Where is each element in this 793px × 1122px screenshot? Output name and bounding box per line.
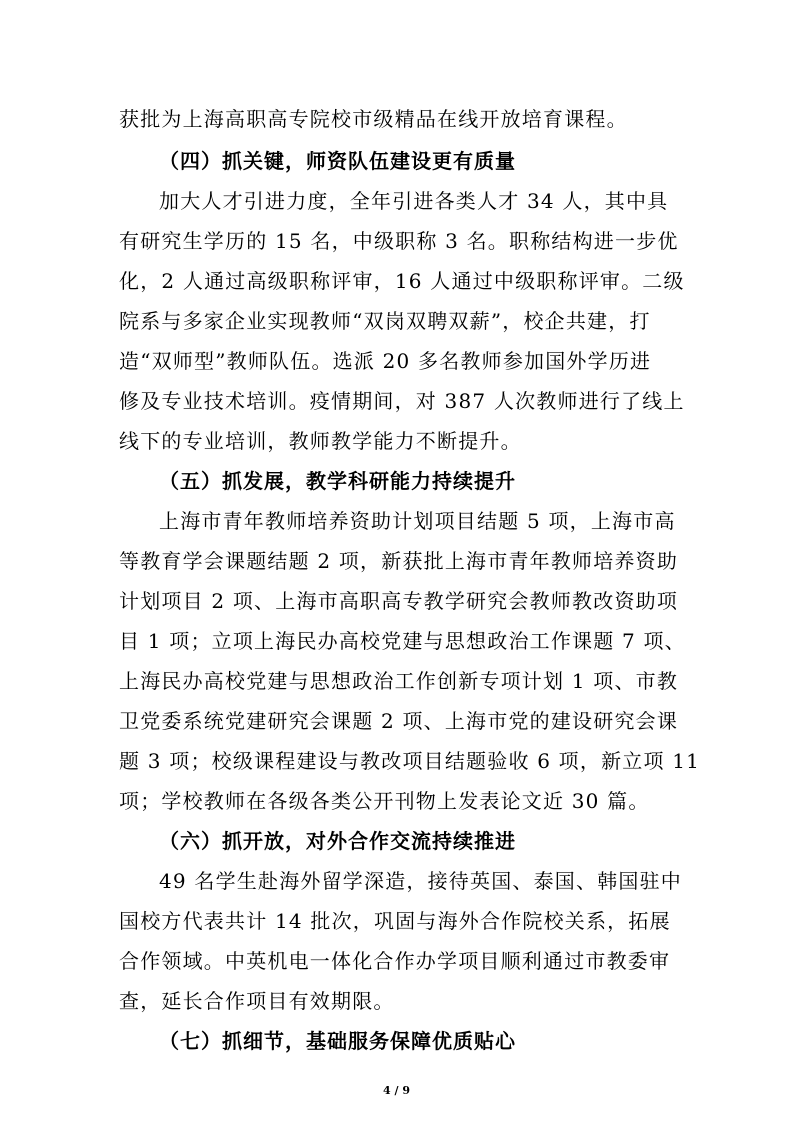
paragraph-line: 国校方代表共计 14 批次，巩固与海外合作院校关系，拓展 bbox=[119, 909, 671, 933]
section-heading-4: （四）抓关键，师资队伍建设更有质量 bbox=[159, 149, 516, 173]
paragraph-line: 修及专业技术培训。疫情期间，对 387 人次教师进行了线上 bbox=[119, 389, 685, 413]
paragraph-line: 上海民办高校党建与思想政治工作创新专项计划 1 项、市教 bbox=[119, 669, 679, 693]
paragraph-line: 化，2 人通过高级职称评审，16 人通过中级职称评审。二级 bbox=[119, 269, 685, 293]
paragraph-line: 合作领域。中英机电一体化合作办学项目顺利通过市教委审 bbox=[119, 949, 671, 973]
paragraph-line: 目 1 项；立项上海民办高校党建与思想政治工作课题 7 项、 bbox=[119, 629, 686, 653]
paragraph-line: 计划项目 2 项、上海市高职高专教学研究会教师教改资助项 bbox=[119, 589, 679, 613]
paragraph-line: 上海市青年教师培养资助计划项目结题 5 项，上海市高 bbox=[159, 509, 676, 533]
paragraph-line: 有研究生学历的 15 名，中级职称 3 名。职称结构进一步优 bbox=[119, 229, 679, 253]
section-heading-5: （五）抓发展，教学科研能力持续提升 bbox=[159, 469, 516, 493]
paragraph-line: 院系与多家企业实现教师“双岗双聘双薪”，校企共建，打 bbox=[119, 309, 651, 333]
paragraph-line: 查，延长合作项目有效期限。 bbox=[119, 989, 395, 1013]
paragraph-line: 线下的专业培训，教师教学能力不断提升。 bbox=[119, 429, 522, 453]
section-heading-6: （六）抓开放，对外合作交流持续推进 bbox=[159, 829, 516, 853]
page-number: 4 / 9 bbox=[383, 1084, 410, 1097]
paragraph-line: 造“双师型”教师队伍。选派 20 多名教师参加国外学历进 bbox=[119, 349, 652, 373]
paragraph-line: 题 3 项；校级课程建设与教改项目结题验收 6 项，新立项 11 bbox=[119, 749, 701, 773]
section-heading-7: （七）抓细节，基础服务保障优质贴心 bbox=[159, 1029, 516, 1053]
paragraph-line: 获批为上海高职高专院校市级精品在线开放培育课程。 bbox=[119, 107, 628, 131]
paragraph-line: 加大人才引进力度，全年引进各类人才 34 人，其中具 bbox=[159, 189, 669, 213]
paragraph-line: 卫党委系统党建研究会课题 2 项、上海市党的建设研究会课 bbox=[119, 709, 679, 733]
paragraph-line: 项；学校教师在各级各类公开刊物上发表论文近 30 篇。 bbox=[119, 789, 650, 813]
paragraph-line: 49 名学生赴海外留学深造，接待英国、泰国、韩国驻中 bbox=[159, 869, 683, 893]
paragraph-line: 等教育学会课题结题 2 项，新获批上海市青年教师培养资助 bbox=[119, 549, 679, 573]
